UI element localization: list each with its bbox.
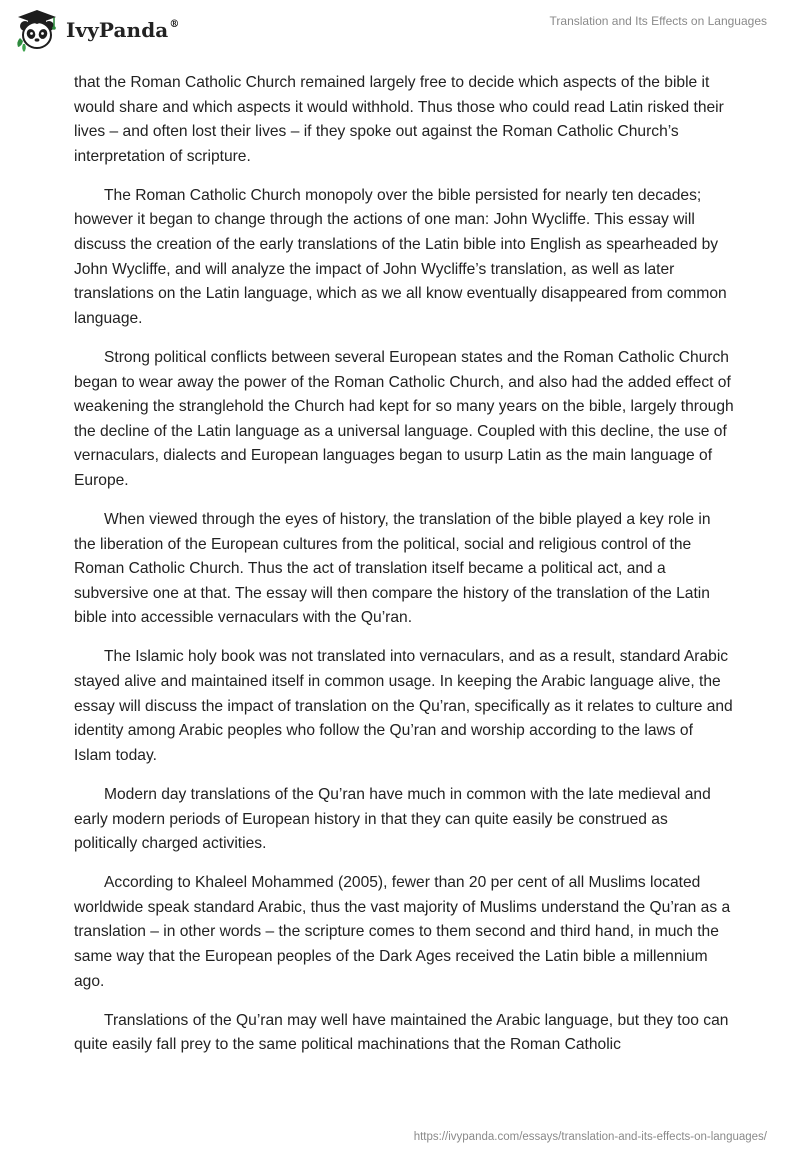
paragraph: The Islamic holy book was not translated into vernaculars, and as a result, standard Arabic stayed alive and maintained itself in common usage. In keeping the Arabic language alive, the essay will discuss the impact of translation on the Qu’ran, specifically as it relates to culture and identity among Arabic peoples who follow the Qu’ran and worship according to the laws of Islam today. xyxy=(74,648,733,764)
document-title: Translation and Its Effects on Languages xyxy=(549,14,767,28)
page-header xyxy=(0,0,800,68)
registered-mark: ® xyxy=(169,19,180,31)
paragraph: Strong political conflicts between several European states and the Roman Catholic Church began to wear away the power of the Roman Catholic Church, and also had the added effect of weakening the stranglehold the Church had kept for so many years on the bible, largely through the decline of the Latin language as a universal language. Coupled with this decline, the use of vernaculars, dialects and European languages began to usurp Latin as the main language of Europe. xyxy=(74,348,734,489)
paragraph: When viewed through the eyes of history, the translation of the bible played a key role in the liberation of the European cultures from the political, social and religious control of the Roman Catholic Church. Thus the act of translation itself became a political act, and a subversive one at that. The essay will then compare the history of the translation of the Latin bible into accessible vernaculars with the Qu’ran. xyxy=(74,511,711,627)
paragraph: According to Khaleel Mohammed (2005), fewer than 20 per cent of all Muslims located worldwide speak standard Arabic, thus the vast majority of Muslims understand the Qu’ran as a translation – in other words – the scripture comes to them second and third hand, in much the same way that the European peoples of the Dark Ages received the Latin bible a millennium ago. xyxy=(74,874,731,990)
paragraph: Modern day translations of the Qu’ran have much in common with the late medieval and early modern periods of European history in that they can quite easily be construed as politically charged activities. xyxy=(74,785,711,853)
brand-name: IvyPanda® xyxy=(66,18,180,42)
paragraph: Translations of the Qu’ran may well have maintained the Arabic language, but they too can quite easily fall prey to the same political machinations that the Roman Catholic xyxy=(74,1011,729,1054)
paragraph: that the Roman Catholic Church remained largely free to decide which aspects of the bible it would share and which aspects it would withhold. Thus those who could read Latin risked their lives – and often lost their lives – if they spoke out against the Roman Catholic Church’s interpretation of scripture. xyxy=(74,74,724,165)
ivypanda-logo[interactable] xyxy=(14,8,179,52)
source-url-link[interactable]: https://ivypanda.com/essays/translation-and-its-effects-on-languages/ xyxy=(413,1131,767,1143)
essay-body xyxy=(74,71,734,1072)
panda-graduation-cap-icon xyxy=(14,8,60,52)
paragraph: The Roman Catholic Church monopoly over the bible persisted for nearly ten decades; however it began to change through the actions of one man: John Wycliffe. This essay will discuss the creation of the early translations of the Latin bible into English as spearheaded by John Wycliffe, and will analyze the impact of John Wycliffe’s translation, as well as later translations on the Latin language, which as we all know eventually disappeared from common language. xyxy=(74,186,727,327)
